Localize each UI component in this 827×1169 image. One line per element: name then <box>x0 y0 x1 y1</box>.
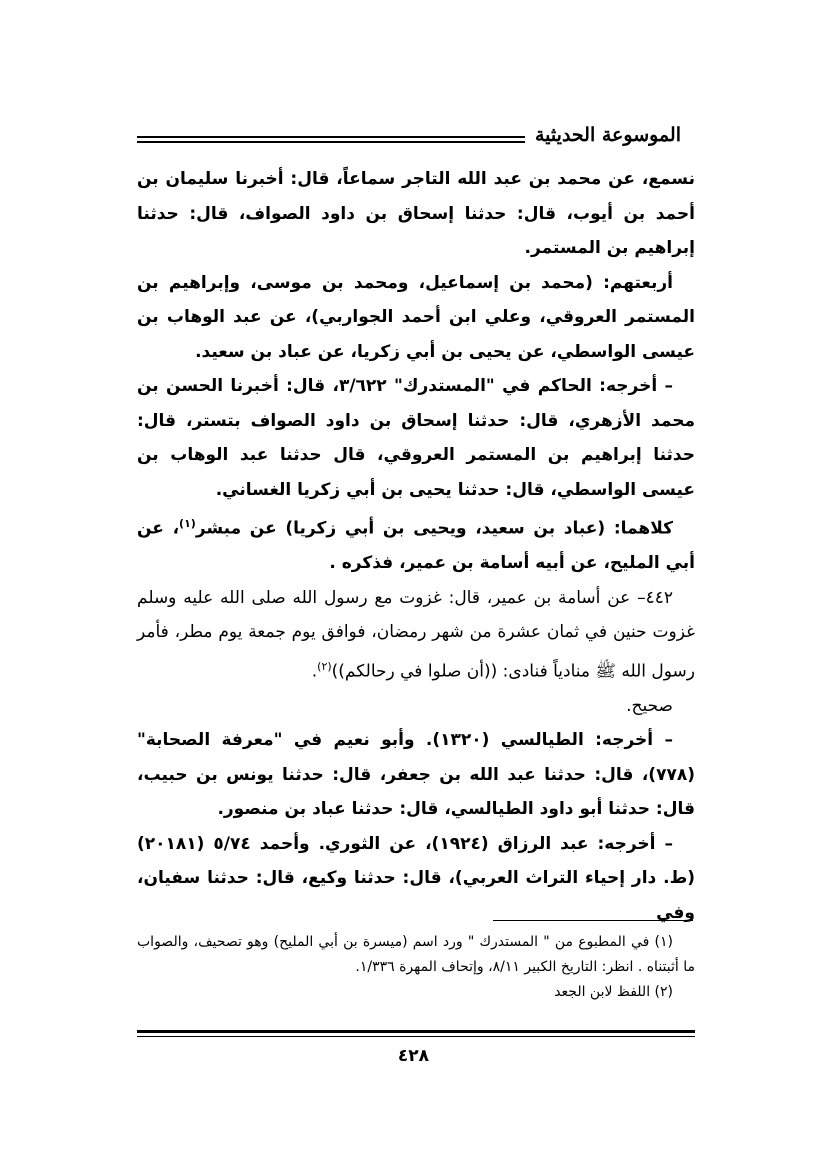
footnote-ref-1[interactable]: (١) <box>179 517 196 530</box>
paragraph-2: أربعتهم: (محمد بن إسماعيل، ومحمد بن موسى، وإبراهيم بن المستمر العروقي، وعلي ابن أحمد الجواربي)، عن عبد الوهاب بن عيسى الواسطي، عن يحيى بن أبي زكريا، عن عباد بن سعيد. <box>137 272 695 362</box>
header-rule-long <box>137 136 525 143</box>
paragraph-4 <box>137 507 695 581</box>
footnote-separator <box>493 920 693 921</box>
hadith-442-text: ٤٤٢– عن أسامة بن عمير، قال: غزوت مع رسول الله صلى الله عليه وسلم غزوت حنين في ثمان عشرة من شهر رمضان، فوافق يوم جمعة يوم مطر، فأمر رسول الله ﷺ منادياً فنادى: ((أن صلوا في رحالكم)) <box>137 587 695 682</box>
paragraph-8: – أخرجه: عبد الرزاق (١٩٢٤)، عن الثوري. وأحمد ٥/٧٤ (٢٠١٨١) (ط. دار إحياء التراث العربي)، قال: حدثنا وكيع، قال: حدثنا سفيان، وفي <box>137 833 695 923</box>
footer-rule-thick <box>137 1030 695 1033</box>
paragraph-1: نسمع، عن محمد بن عبد الله التاجر سماعاً، قال: أخبرنا سليمان بن أحمد بن أيوب، قال: حدثنا إسحاق بن داود الصواف، قال: حدثنا إبراهيم بن المستمر. <box>137 169 695 258</box>
footnote-1: (١) في المطبوع من " المستدرك " ورد اسم (ميسرة بن أبي المليح) وهو تصحيف، والصواب ما أثبتناه . انظر: التاريخ الكبير ٨/١١، وإتحاف المهرة ١/٣٣٦. <box>137 934 695 975</box>
body-text <box>137 162 695 930</box>
hadith-442 <box>137 581 695 689</box>
footer-rule <box>137 1030 695 1037</box>
paragraph-3: – أخرجه: الحاكم في "المستدرك" ٣/٦٢٢، قال: أخبرنا الحسن بن محمد الأزهري، قال: حدثنا إسحاق بن داود الصواف بتستر، قال: حدثنا إبراهيم بن المستمر العروقي، قال حدثنا عبد الوهاب بن عيسى الواسطي، قال: حدثنا يحيى بن أبي زكريا الغساني. <box>137 376 695 500</box>
footnotes <box>137 930 695 1005</box>
paragraph-4-text: كلاهما: (عباد بن سعيد، ويحيى بن أبي زكريا) عن مبشر <box>195 518 673 539</box>
paragraph-7: – أخرجه: الطيالسي (١٣٢٠). وأبو نعيم في "معرفة الصحابة" (٧٧٨)، قال: حدثنا عبد الله بن جعفر، قال: حدثنا يونس بن حبيب، قال: حدثنا أبو داود الطيالسي، قال: حدثنا عباد بن منصور. <box>137 730 695 820</box>
footer-rule-thin <box>137 1036 695 1037</box>
grading: صحيح. <box>626 695 673 716</box>
hadith-442-text-end: . <box>311 661 318 682</box>
header-title: الموسوعة الحديثية <box>535 124 681 146</box>
running-header <box>137 124 693 153</box>
footnote-2: (٢) اللفظ لابن الجعد <box>554 984 673 1000</box>
page-number: ٤٢٨ <box>397 1046 430 1066</box>
footnote-ref-2[interactable]: (٢) <box>317 659 332 673</box>
paragraph-4-text-end: ، عن أبي المليح، عن أبيه أسامة بن عمير، فذكره . <box>137 518 695 574</box>
